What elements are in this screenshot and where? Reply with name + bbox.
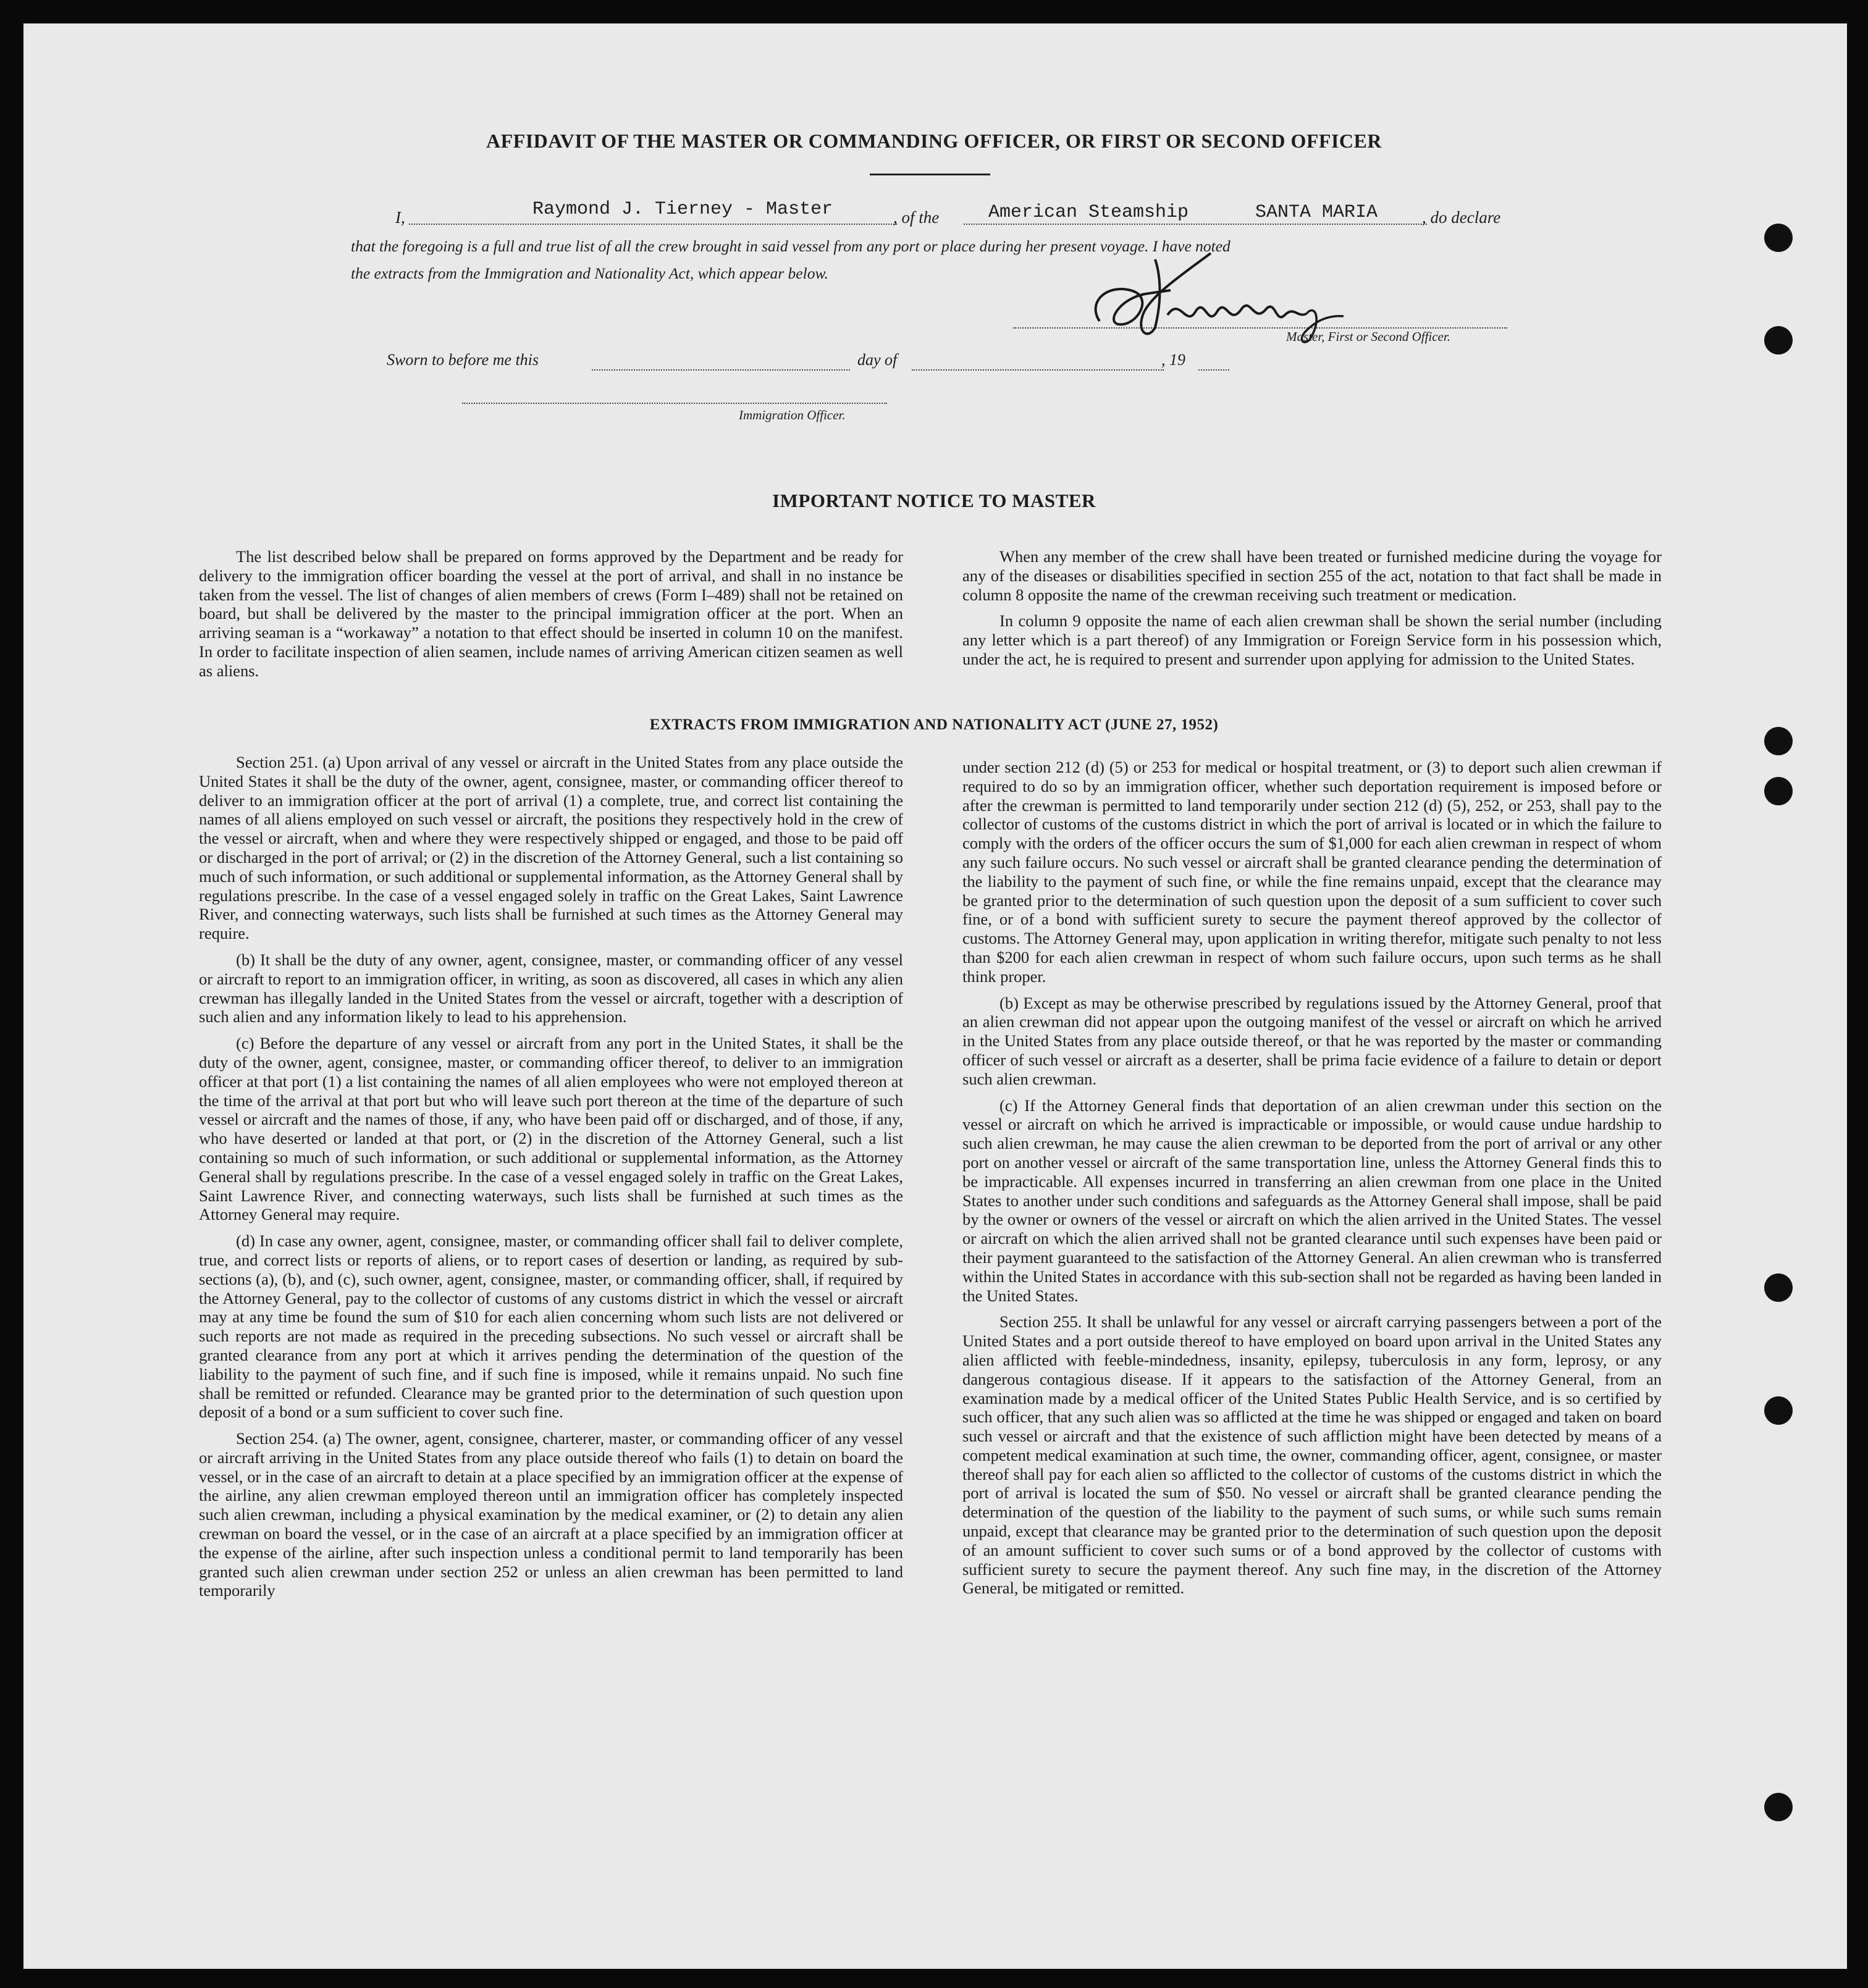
section-254-a: Section 254. (a) The owner, agent, consignee, charterer, master, or commanding officer of any vessel or aircraft arriving in the United States from any place outside thereof who fails (1) to detain on board the vessel, or in the case of an aircraft to detain at a place specified by an immigration officer at the expense of the airline, any alien crewman employed thereon until an immigration officer has completely inspected such alien crewman, including a physical examination by the medical examiner, or (2) to detain any alien crewman on board the vessel, or in the case of an aircraft at a place specified by an immigration officer at the expense of the airline, after such inspection unless a conditional permit to land temporarily has been granted such alien crewman under section 252 or unless an alien crewman has been permitted to land temporarily [199, 1429, 903, 1600]
of-the-label: , of the [893, 208, 940, 227]
punch-hole [1764, 224, 1793, 252]
sworn-day-line [592, 352, 850, 371]
immigration-officer-caption: Immigration Officer. [739, 408, 846, 422]
section-254-c: (c) If the Attorney General finds that deportation of an alien crewman under this section on the vessel or aircraft on which he arrived is impracticable or impossible, or would cause undue hardship to such alien crewman, he may cause the alien crewman to be deported from the port of arrival or any other port on another vessel or aircraft of the same transportation line, unless the Attorney General finds this to be impracticable. All expenses incurred in transferring an alien crewman from one place in the United States to another under such conditions and safeguards as the Attorney General shall impose, shall be paid by the owner or owners of the vessel or aircraft on which the alien arrived in the United States. The vessel or aircraft on which the alien arrived shall not be granted clearance until such expenses have been paid or their payment guaranteed to the satisfaction of the Attorney General. An alien crewman who is transferred within the United States in accordance with this sub-section shall not be regarded as having been landed in the United States. [962, 1096, 1662, 1305]
title-rule [870, 174, 990, 175]
notice-left-paragraph: The list described below shall be prepared on forms approved by the Department and be ready for delivery to the immigration officer boarding the vessel at the port of arrival, and shall in no instance be taken from the vessel. The list of changes of alien members of crews (Form I–489) shall not be retained on board, but shall be delivered by the master to the principal immigration officer at the port. When an arriving seaman is a “workaway” a notation to that effect should be inserted in column 10 on the manifest. In order to facilitate inspection of alien seamen, include names of arriving American citizen seamen as well as aliens. [199, 547, 903, 680]
punch-hole [1764, 777, 1793, 805]
immigration-officer-line [462, 387, 887, 404]
declaration-line-2: the extracts from the Immigration and Nationality Act, which appear below. [351, 264, 828, 282]
do-declare-label: , do declare [1422, 208, 1501, 227]
vessel-field: American Steamship [988, 202, 1189, 223]
sworn-label: Sworn to before me this [387, 351, 539, 369]
master-name-field: Raymond J. Tierney - Master [532, 199, 833, 220]
punch-hole [1764, 1396, 1793, 1425]
section-254-a-continued: under section 212 (d) (5) or 253 for medical or hospital treatment, or (3) to deport such alien crewman if required to do so by an immigration officer, whether such deportation requirement is imposed before or after the crewman is permitted to land temporarily under section 212 (d) (5), 252, or 253, shall pay to the collector of customs of the customs district in which the port of arrival is located or in which the failure to comply with the orders of the officer occurs the sum of $1,000 for each alien crewman in respect of whom any such failure occurs. No such vessel or aircraft shall be granted clearance pending the determination of the liability to the payment of such fine, or while the fine remains unpaid, except that the clearance may be granted prior to the determination of such question upon the deposit of a sum sufficient to cover such fine, or of a bond with sufficient surety to secure the payment thereof approved by the collector of customs. The Attorney General may, upon application in writing therefor, mitigate such penalty to not less than $200 for each alien crewman in respect of whom such failure occurs, upon such terms as he shall think proper. [962, 758, 1662, 986]
extracts-right-column [962, 758, 1662, 1605]
i-label: I, [395, 208, 405, 227]
year-line [1198, 352, 1229, 371]
punch-hole [1764, 1793, 1793, 1821]
signature-caption: Master, First or Second Officer. [1286, 329, 1450, 344]
sworn-month-line [912, 352, 1164, 371]
notice-left-column [199, 547, 903, 688]
section-255: Section 255. It shall be unlawful for any vessel or aircraft carrying passengers between a port of the United States and a port outside thereof to have employed on board upon arrival in the United States any alien afflicted with feeble-mindedness, insanity, epilepsy, tuberculosis in any form, leprosy, or any dangerous contagious disease. If it appears to the satisfaction of the Attorney General, from an examination made by a medical officer of the United States Public Health Service, and is so certified by such officer, that any such alien was so afflicted at the time he was shipped or engaged and taken on board such vessel or aircraft and that the existence of such affliction might have been detected by means of a competent medical examination at such time, the owner, commanding officer, agent, consignee, or master thereof shall pay for each alien so afflicted to the collector of customs of the customs district in which the port of arrival is located the sum of $50. No vessel or aircraft shall be granted clearance pending the determination of the question of the liability to the payment of such sums, or while such sums remain unpaid, except that clearance may be granted prior to the determination of such question upon the deposit of an amount sufficient to cover such sums or of a bond approved by the collector of customs with sufficient surety to secure the payment thereof. Any such fine may, in the discretion of the Attorney General, be mitigated or remitted. [962, 1312, 1662, 1598]
declaration-line-1: that the foregoing is a full and true list of all the crew brought in said vessel from any port or place during her present voyage. I have noted [351, 237, 1231, 255]
extracts-left-column [199, 753, 903, 1608]
notice-title: IMPORTANT NOTICE TO MASTER [772, 490, 1096, 511]
punch-hole [1764, 326, 1793, 354]
section-251-c: (c) Before the departure of any vessel or aircraft from any port in the United States, it shall be the duty of the owner, agent, consignee, master, or commanding officer thereof, to deliver to an immigration officer at that port (1) a list containing the names of all alien employees who were not employed thereon at the time of the arrival at that port but who will leave such port thereon at the time of the departure of such vessel or aircraft and the names of those, if any, who have been paid off or discharged, and of those, if any, who have deserted or landed at that port, or (2) in the discretion of the Attorney General, such a list containing so much of such information, or such additional or supplemental information, as the Attorney General shall by regulations prescribe. In the case of a vessel engaged solely in traffic on the Great Lakes, Saint Lawrence River, and connecting waterways, such lists shall be furnished at such times as the Attorney General may require. [199, 1034, 903, 1224]
notice-right-paragraph-1: When any member of the crew shall have been treated or furnished medicine during the voyage for any of the diseases or disabilities specified in section 255 of the act, notation to that fact shall be made in column 8 opposite the name of the crewman receiving such treatment or medication. [962, 547, 1662, 604]
affidavit-title: AFFIDAVIT OF THE MASTER OR COMMANDING OFFICER, OR FIRST OR SECOND OFFICER [486, 130, 1382, 152]
extracts-title: EXTRACTS FROM IMMIGRATION AND NATIONALITY ACT (JUNE 27, 1952) [649, 716, 1219, 733]
notice-right-column [962, 547, 1662, 676]
punch-hole [1764, 727, 1793, 755]
section-254-b: (b) Except as may be otherwise prescribed by regulations issued by the Attorney General, proof that an alien crewman did not appear upon the outgoing manifest of the vessel or aircraft on which he arrived in the United States from any place outside thereof, or that he was reported by the master or commanding officer of such vessel or aircraft as a deserter, shall be prima facie evidence of a failure to detain or deport such alien crewman. [962, 993, 1662, 1088]
notice-right-paragraph-2: In column 9 opposite the name of each alien crewman shall be shown the serial number (including any letter which is a part thereof) of any Immigration or Foreign Service form in his possession which, under the act, he is required to present and surrender upon applying for admission to the United States. [962, 611, 1662, 668]
punch-hole [1764, 1273, 1793, 1302]
ship-name-field: SANTA MARIA [1255, 202, 1378, 223]
day-of-label: day of [857, 351, 898, 369]
section-251-b: (b) It shall be the duty of any owner, agent, consignee, master, or commanding officer of any vessel or aircraft to report to an immigration officer, in writing, as soon as discovered, all cases in which any alien crewman has illegally landed in the United States from the vessel or aircraft, together with a description of such alien and any information likely to lead to his apprehension. [199, 950, 903, 1026]
section-251-a: Section 251. (a) Upon arrival of any vessel or aircraft in the United States from any place outside the United States it shall be the duty of the owner, agent, consignee, master, or commanding officer thereof to deliver to an immigration officer at the port of arrival (1) a complete, true, and correct list containing the names of all aliens employed on such vessel or aircraft, the positions they respectively hold in the crew of the vessel or aircraft, when and where they were respectively shipped or engaged, and those to be paid off or discharged in the port of arrival; or (2) in the discretion of the Attorney General, such a list containing so much of such information, or such additional or supplemental information, as the Attorney General shall by regulations prescribe. In the case of a vessel engaged solely in traffic on the Great Lakes, Saint Lawrence River, and connecting waterways, such lists shall be furnished at such times as the Attorney General may require. [199, 753, 903, 943]
section-251-d: (d) In case any owner, agent, consignee, master, or commanding officer shall fail to deliver complete, true, and correct lists or reports of aliens, or to report cases of desertion or landing, as required by sub-sections (a), (b), and (c), such owner, agent, consignee, master, or commanding officer, shall, if required by the Attorney General, pay to the collector of customs of any customs district in which the vessel or aircraft may at any time be found the sum of $10 for each alien concerning whom such lists are not delivered or such reports are not made as required in the preceding subsections. No such vessel or aircraft shall be granted clearance from any port at which it arrives pending the determination of the question of the liability to the payment of such fine, and if such fine is imposed, while it remains unpaid. No such fine shall be remitted or refunded. Clearance may be granted prior to the determination of such question upon deposit of a bond or a sum sufficient to cover such fine. [199, 1231, 903, 1422]
year-label: , 19 [1161, 351, 1185, 369]
